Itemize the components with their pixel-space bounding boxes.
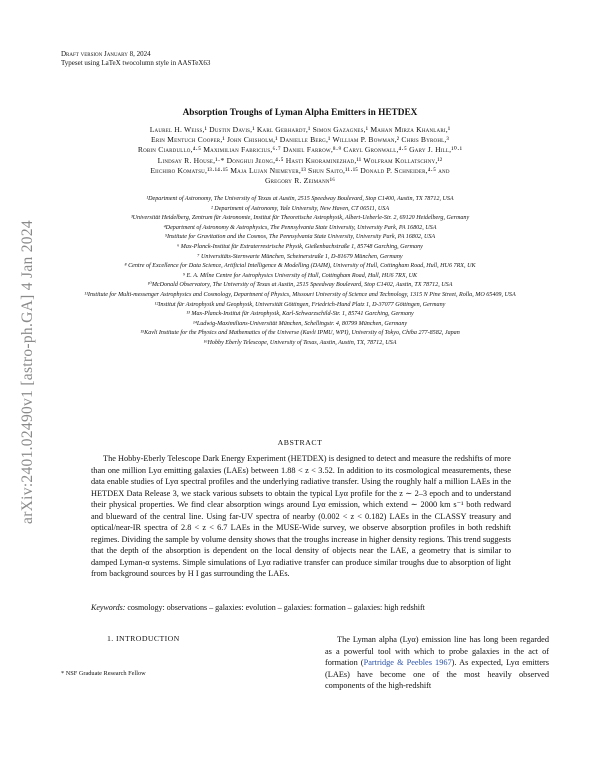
affiliation: ⁸ Centre of Excellence for Data Science, Artificial Intelligence & Modelling (DAIM), University of Hull, Cottingham Road, Hull, HU6 7RX, UK [124,263,476,270]
intro-paragraph [325,634,549,692]
author-line: Eiichiro Komatsu,¹³·¹⁴·¹⁵ Maja Lujan Niemeyer,¹³ Shun Saito,¹¹·¹⁵ Donald P. Schneider,⁴·⁵ and [150,165,450,175]
affiliation: ⁷ Universitäts-Sternwarte München, Scheinerstraße 1, D-81679 München, Germany [197,253,403,260]
affiliation: ⁶ Max-Planck-Institut für Extraterrestrische Physik, Gießenbachstraße 1, 85748 Garching, Germany [177,243,423,250]
author-line: Robin Ciardullo,⁴·⁵ Maximilian Fabricius,⁶·⁷ Daniel Farrow,⁸·⁹ Caryl Gronwall,⁴·⁵ Gary J. Hill,¹⁰·¹ [137,145,463,155]
affiliation: ⁵Institute for Gravitation and the Cosmos, The Pennsylvania State University, University Park, PA 16802, USA [164,234,436,241]
affiliation: ¹¹Institute for Multi-messenger Astrophysics and Cosmology, Department of Physics, Missouri University of Science and Technology, 1315 N Pine Street, Rolla, MO 65409, USA [84,291,516,298]
author-line: Laurel H. Weiss,¹ Dustin Davis,¹ Karl Gebhardt,¹ Simon Gazagnes,¹ Mahan Mirza Khanlari,¹ [149,125,451,134]
keywords-text: cosmology: observations – galaxies: evolution – galaxies: formation – galaxies: high redshift [127,603,425,612]
affiliation: ² Department of Astronomy, Yale University, New Haven, CT 06511, USA [210,205,390,212]
paper-title: Absorption Troughs of Lyman Alpha Emitters in HETDEX [182,108,418,118]
draft-header [61,50,210,68]
keywords-label: Keywords: [91,603,126,612]
keywords [91,602,511,613]
affiliation: ⁴Department of Astronomy & Astrophysics, The Pennsylvania State University, University Park, PA 16802, USA [163,224,437,231]
author-list [70,125,530,186]
section-heading-introduction: 1. INTRODUCTION [107,634,180,643]
affiliation: ¹²Institut für Astrophysik und Geophysik, Universität Göttingen, Friedrich-Hund Platz 1, D-37077 Göttingen, Germany [154,301,446,308]
author-line: Lindsay R. House,¹·* Donghui Jeong,⁴·⁵ Hasti Khoraminezhad,¹¹ Wolfram Kollatschny,¹² [157,155,443,165]
affiliation: ¹Department of Astronomy, The University of Texas at Austin, 2515 Speedway Boulevard, Stop C1400, Austin, TX 78712, USA [146,196,454,202]
abstract-text: The Hobby-Eberly Telescope Dark Energy Experiment (HETDEX) is designed to detect and measure the redshifts of more than one million Lyα emitting galaxies (LAEs) between 1.88 < z < 3.52. In addition to its cosmological measurements, these data enable studies of Lyα spectral profiles and the underlying radiative transfer. Using the roughly half a million LAEs in the HETDEX Data Release 3, we stack various subsets to obtain the typical Lyα profile for the z ∼ 2–3 epoch and to understand their physical properties. We find clear absorption wings around Lyα emission, which extend ∼ 2000 km s⁻¹ both redward and blueward of the central line. Using far-UV spectra of nearby (0.002 < z < 0.182) LAEs in the CLASSY treasury and optical/near-IR spectra of 2.8 < z < 6.7 LAEs in the MUSE-Wide survey, we observe absorption profiles in both redshift regimes. Dividing the sample by volume density shows that the troughs increase in higher density regions. This trend suggests that the depth of the absorption is dependent on the local density of objects near the LAE, a geometry that is similar to damped Lyman-α systems. Simple simulations of Lyα radiative transfer can produce similar troughs due to absorption of light from background sources by H I gas surrounding the LAEs. [91,454,511,578]
author-line: Gregory R. Zeimann¹⁶ [264,176,336,186]
draft-version: Draft version January 8, 2024 [61,50,151,58]
footnote: * NSF Graduate Research Fellow [61,670,146,677]
affiliation: ¹⁴Ludwig-Maximilians-Universität München, Schellingstr. 4, 80799 München, Germany [192,320,408,327]
intro-text-after: ). As expected, Lyα emitters (LAEs) have become one of the most heavily observed components of the high-redshift [325,658,549,691]
affiliation: ¹³ Max-Planck-Institut für Astrophysik, Karl-Schwarzschild-Str. 1, 85741 Garching, Germany [186,311,414,318]
affiliation: ¹⁰McDonald Observatory, The University of Texas at Austin, 2515 Speedway Boulevard, Stop C1402, Austin, TX 78712, USA [147,282,453,289]
affiliation: ⁹ E. A. Milne Centre for Astrophysics University of Hull, Cottingham Road, Hull, HU6 7RX, UK [182,272,418,279]
intro-text-before: The Lyman alpha (Lyα) emission line has long been regarded as a powerful tool with which to probe galaxies in the act of formation ( [325,635,549,668]
typeset-note: Typeset using LaTeX twocolumn style in AASTeX63 [61,59,211,67]
affiliation: ³Universität Heidelberg, Zentrum für Astronomie, Institut für Theoretische Astrophysik, Albert-Ueberle-Str. 2, 69120 Heidelberg, Germany [130,215,470,222]
author-line: Erin Mentuch Cooper,¹ John Chisholm,¹ Danielle Berg,¹ William P. Bowman,² Chris Byrohl,³ [151,135,449,145]
affiliation: ¹⁶Hobby Eberly Telescope, University of Texas, Austin, Austin, TX, 78712, USA [203,339,397,346]
affiliation: ¹⁵Kavli Institute for the Physics and Mathematics of the Universe (Kavli IPMU, WPI), University of Tokyo, Chiba 277-8582, Japan [140,330,460,337]
arxiv-stamp: arXiv:2401.02490v1 [astro-ph.GA] 4 Jan 2024 [19,220,36,524]
affiliation-list [60,195,540,349]
abstract-heading: ABSTRACT [277,438,323,447]
citation-link[interactable]: Partridge & Peebles 1967 [363,658,452,668]
